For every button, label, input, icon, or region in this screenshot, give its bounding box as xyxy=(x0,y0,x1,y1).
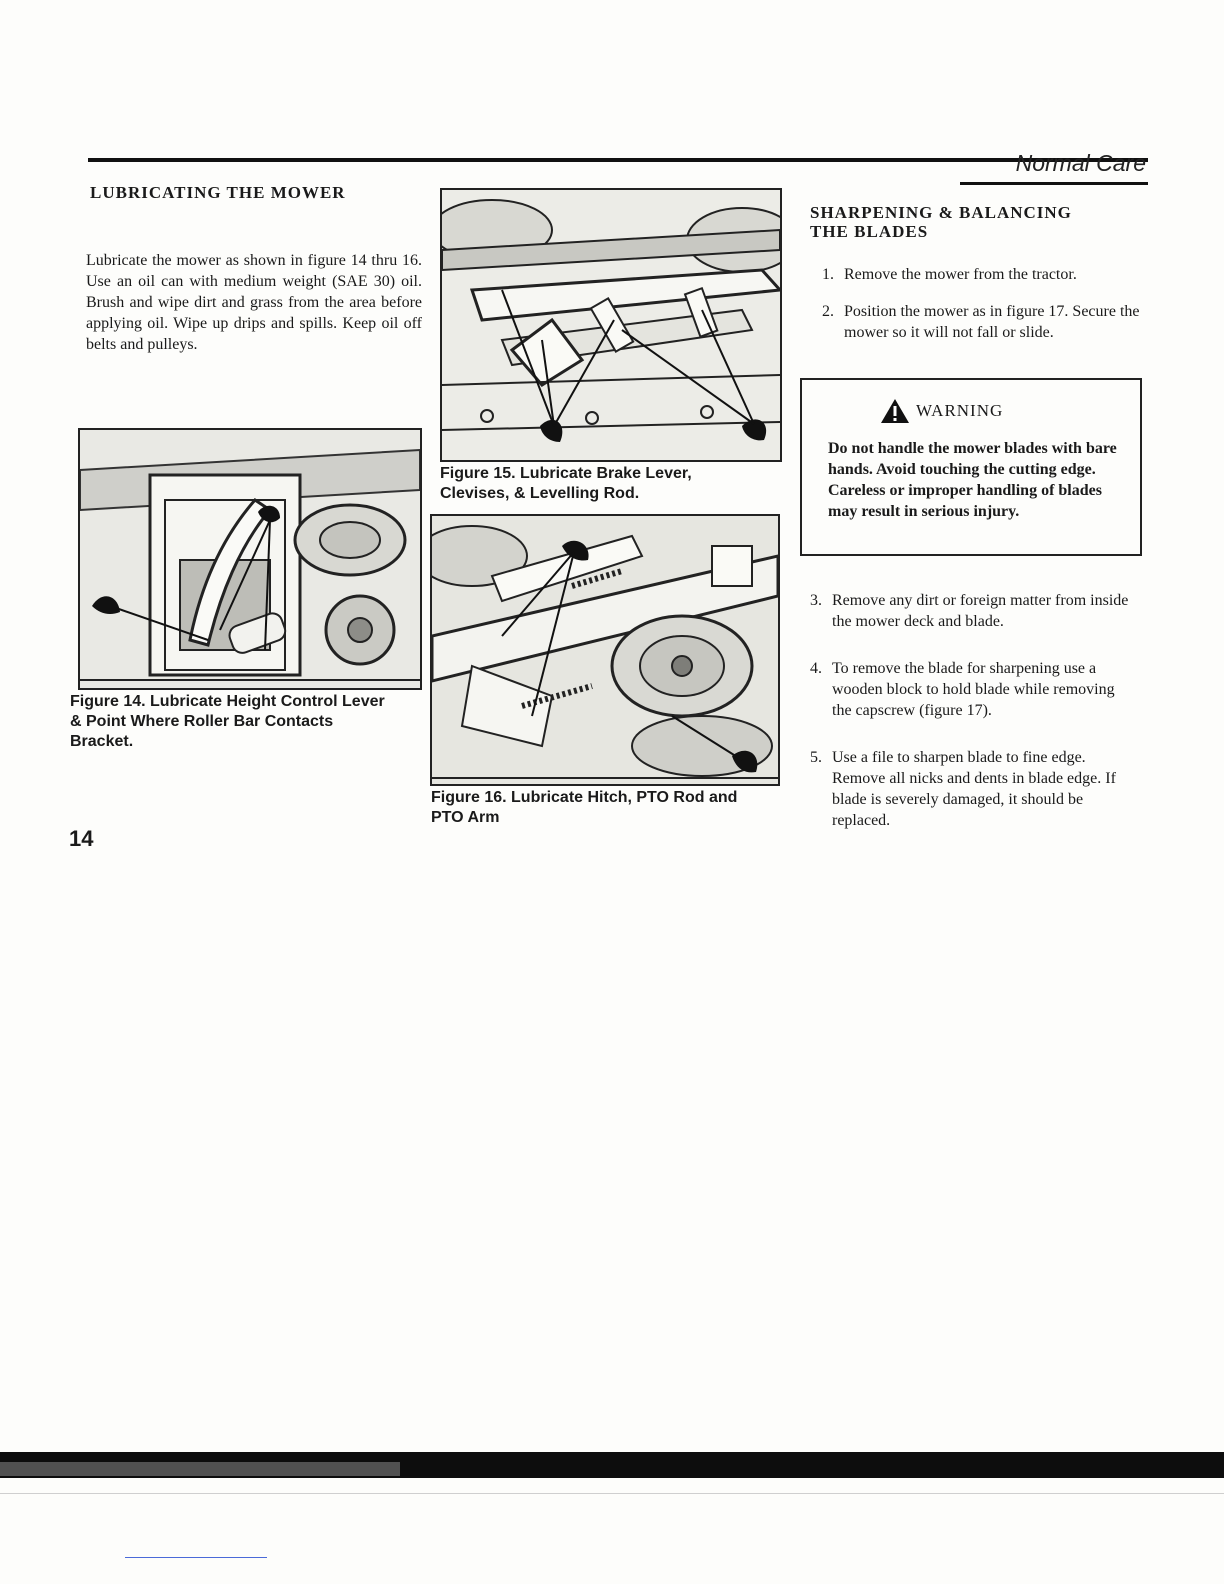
step-number: 4. xyxy=(810,660,822,677)
steps-list-a xyxy=(822,264,1140,359)
warning-triangle-icon xyxy=(880,398,910,424)
step-number: 5. xyxy=(810,749,822,766)
step-text: Use a file to sharpen blade to fine edge. Remove all nicks and dents in blade edge. If blade is severely damaged, it should be replaced. xyxy=(832,749,1116,829)
figure-15-caption: Figure 15. Lubricate Brake Lever, Clevises, & Levelling Rod. xyxy=(440,465,692,502)
figure-15-image xyxy=(440,188,782,462)
list-item xyxy=(822,264,1140,285)
step-number: 1. xyxy=(822,266,834,283)
sharpening-heading-line1: SHARPENING & BALANCING xyxy=(810,203,1072,222)
header-rule-short xyxy=(960,182,1148,185)
figure-16-caption: Figure 16. Lubricate Hitch, PTO Rod and PTO Arm xyxy=(431,789,738,826)
warning-text: Do not handle the mower blades with bare hands. Avoid touching the cutting edge. Careless or improper handling of blades may result in serious injury. xyxy=(828,440,1117,520)
warning-title: WARNING xyxy=(916,401,1004,420)
step-number: 2. xyxy=(822,303,834,320)
hitch-pto-illustration xyxy=(432,516,778,784)
step-text: To remove the blade for sharpening use a wooden block to hold blade while removing the capscrew (figure 17). xyxy=(832,660,1115,719)
section-title: Normal Care xyxy=(1015,150,1146,176)
warning-header xyxy=(880,398,1003,424)
step-text: Remove the mower from the tractor. xyxy=(844,266,1077,283)
list-item xyxy=(810,590,1132,632)
brake-lever-illustration xyxy=(442,190,780,460)
height-control-lever-illustration xyxy=(80,430,420,688)
step-text: Remove any dirt or foreign matter from inside the mower deck and blade. xyxy=(832,592,1129,630)
step-text: Position the mower as in figure 17. Secure the mower so it will not fall or slide. xyxy=(844,303,1140,341)
header-rule xyxy=(88,158,1148,162)
warning-box xyxy=(800,378,1142,556)
steps-list-b xyxy=(810,590,1132,847)
figure-14-image xyxy=(78,428,422,690)
lubricating-paragraph: Lubricate the mower as shown in figure 14 thru 16. Use an oil can with medium weight (SAE 30) oil. Brush and wipe dirt and grass from the area before applying oil. Wipe up drips and spills. Keep oil off belts and pulleys. xyxy=(86,252,422,353)
list-item xyxy=(810,658,1132,721)
lubricating-heading: LUBRICATING THE MOWER xyxy=(90,183,346,202)
bottom-scan-bar-shade xyxy=(0,1462,400,1476)
list-item xyxy=(810,747,1132,831)
list-item xyxy=(822,301,1140,343)
sharpening-heading-line2: THE BLADES xyxy=(810,222,929,241)
page-number: 14 xyxy=(69,826,94,851)
footer-underline xyxy=(125,1557,267,1558)
step-number: 3. xyxy=(810,592,822,609)
figure-16-image xyxy=(430,514,780,786)
footer-divider xyxy=(0,1493,1224,1494)
figure-14-caption: Figure 14. Lubricate Height Control Lever & Point Where Roller Bar Contacts Bracket. xyxy=(70,693,385,750)
